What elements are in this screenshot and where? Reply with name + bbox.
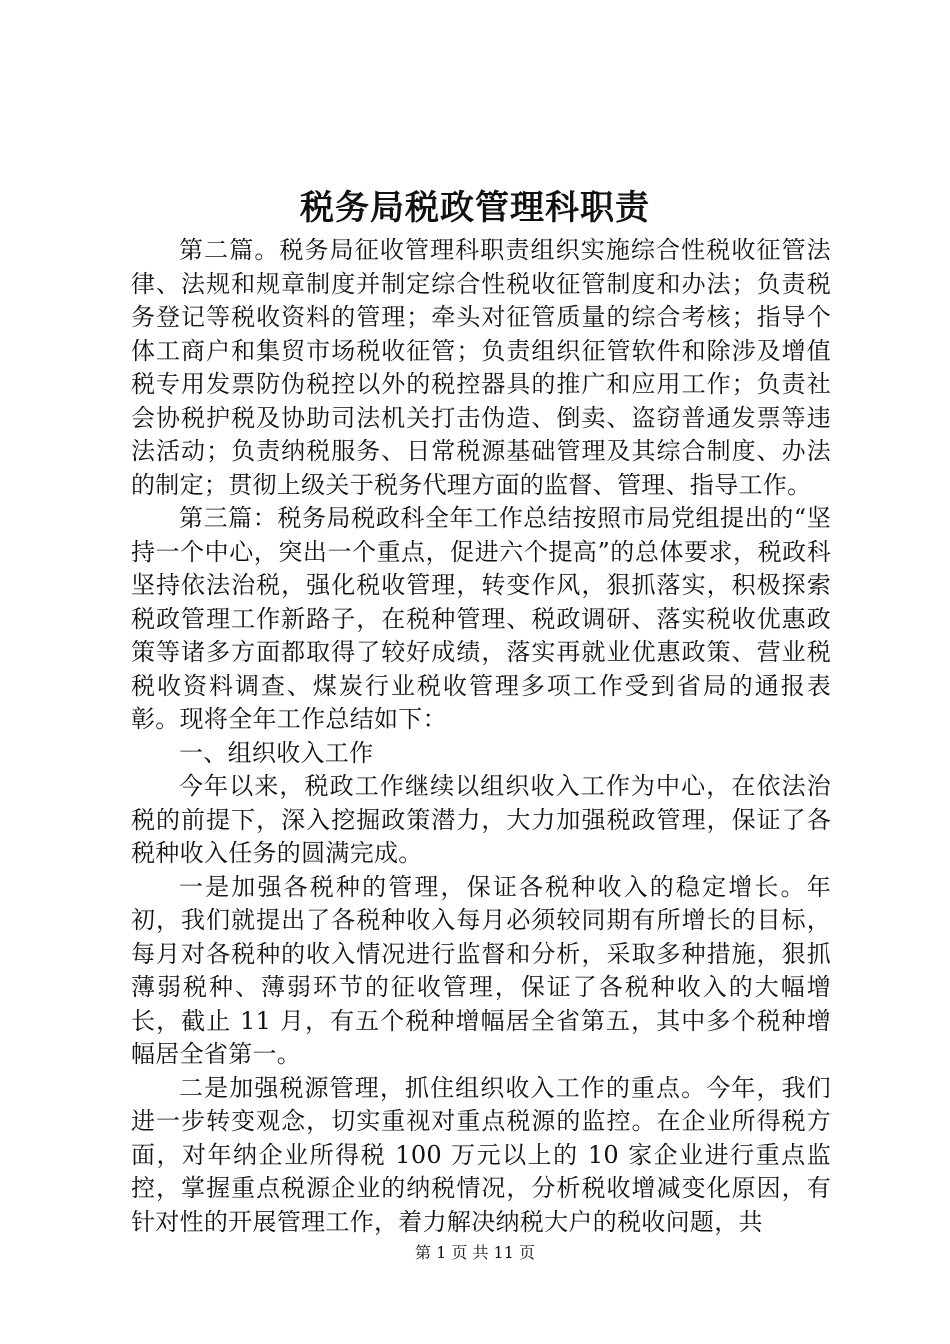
paragraph-1: 第二篇。税务局征收管理科职责组织实施综合性税收征管法律、法规和规章制度并制定综合性税收征管制度和办法；负责税务登记等税收资料的管理；牵头对征管质量的综合考核；指导个体工商户和集贸市场税收征管；负责组织征管软件和除涉及增值税专用发票防伪税控以外的税控器具的推广和应用工作；负责社会协税护税及协助司法机关打击伪造、倒卖、盗窃普通发票等违法活动；负责纳税服务、日常税源基础管理及其综合制度、办法的制定；贯彻上级关于税务代理方面的监督、管理、指导工作。 [131,236,831,499]
document-body [131,234,831,1239]
paragraph-5: 二是加强税源管理，抓住组织收入工作的重点。今年，我们进一步转变观念，切实重视对重点税源的监控。在企业所得税方面，对年纳企业所得税 100 万元以上的 10 家企业进行重点监控，掌握重点税源企业的纳税情况，分析税收增减变化原因，有针对性的开展管理工作，着力解决纳税大户的税收问题，共 [131,1073,831,1236]
section-heading: 一、组织收入工作 [179,738,374,767]
paragraph-4: 一是加强各税种的管理，保证各税种收入的稳定增长。年初，我们就提出了各税种收入每月必须较同期有所增长的目标，每月对各税种的收入情况进行监督和分析，采取多种措施，狠抓薄弱税种、薄弱环节的征收管理，保证了各税种收入的大幅增长，截止 11 月，有五个税种增幅居全省第五，其中多个税种增幅居全省第一。 [131,872,831,1068]
paragraph-2: 第三篇：税务局税政科全年工作总结按照市局党组提出的“坚持一个中心，突出一个重点，促进六个提高”的总体要求，税政科坚持依法治税，强化税收管理，转变作风，狠抓落实，积极探索税政管理工作新路子，在税种管理、税政调研、落实税收优惠政策等诸多方面都取得了较好成绩，落实再就业优惠政策、营业税税收资料调查、煤炭行业税收管理多项工作受到省局的通报表彰。现将全年工作总结如下： [131,504,831,733]
paragraph-3: 今年以来，税政工作继续以组织收入工作为中心，在依法治税的前提下，深入挖掘政策潜力，大力加强税政管理，保证了各税种收入任务的圆满完成。 [131,772,831,867]
document-title: 税务局税政管理科职责 [300,188,650,228]
page-footer: 第 1 页 共 11 页 [415,1243,535,1262]
